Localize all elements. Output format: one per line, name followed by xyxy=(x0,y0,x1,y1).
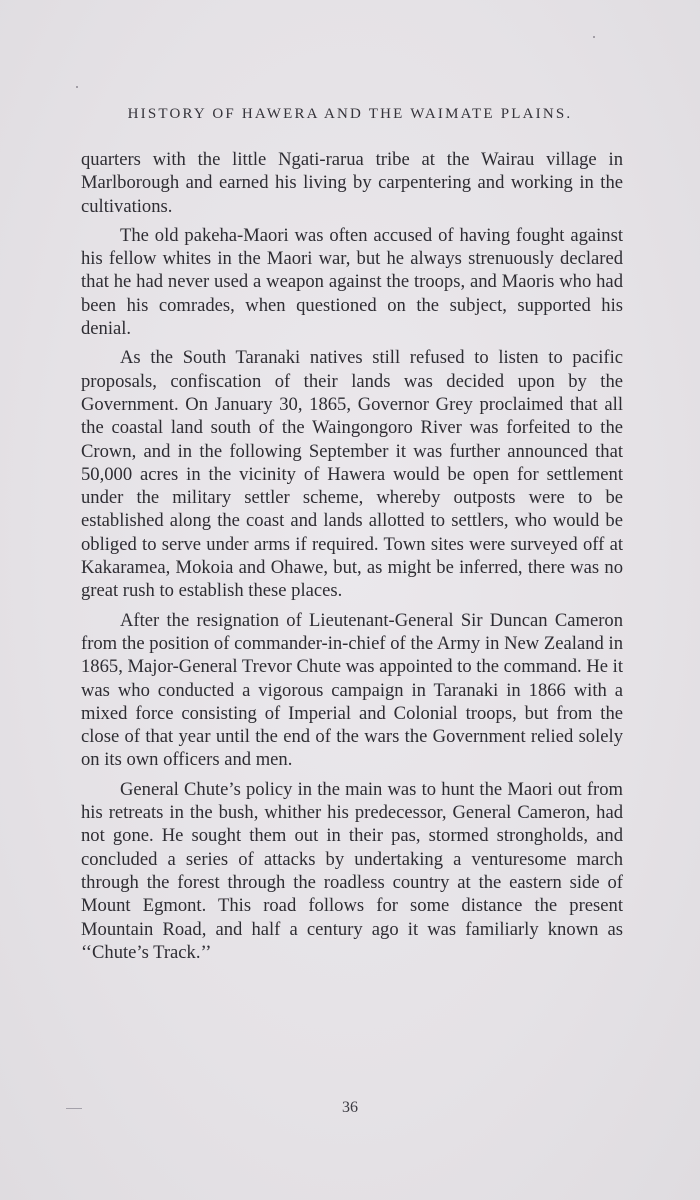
paper-speck xyxy=(593,36,595,38)
paragraph-5: General Chute’s policy in the main was to hunt the Maori out from his retreats in the bush, whither his predecessor, General Cameron, had not gone. He sought them out in their pas, stormed strongholds, and concluded a series of attacks by undertaking a venturesome march through the forest through the roadless country at the eastern side of Mount Egmont. This road follows for some distance the present Mountain Road, and half a century ago it was familiarly known as ‘‘Chute’s Track.’’ xyxy=(81,778,623,963)
paragraph-2: The old pakeha-Maori was often accused of having fought against his fellow whites in the Maori war, but he always strenuously declared that he had never used a weapon against the troops, and Maoris who had been his comrades, when questioned on the subject, supported his denial. xyxy=(81,224,623,340)
page-number: 36 xyxy=(342,1099,358,1116)
body-text xyxy=(81,148,623,970)
paper-speck xyxy=(76,86,78,88)
paragraph-1: quarters with the little Ngati-rarua tribe at the Wairau village in Marlborough and earned his living by carpentering and working in the cultivations. xyxy=(81,149,623,217)
running-head: HISTORY OF HAWERA AND THE WAIMATE PLAINS. xyxy=(127,106,573,122)
paragraph-4: After the resignation of Lieutenant-General Sir Duncan Cameron from the position of commander-in-chief of the Army in New Zealand in 1865, Major-General Trevor Chute was appointed to the command. He it was who conducted a vigorous campaign in Taranaki in 1866 with a mixed force consisting of Imperial and Colonial troops, but from the close of that year until the end of the wars the Government relied solely on its own officers and men. xyxy=(81,609,623,771)
paragraph-3: As the South Taranaki natives still refused to listen to pacific proposals, confiscation of their lands was decided upon by the Government. On January 30, 1865, Governor Grey proclaimed that all the coastal land south of the Waingongoro River was forfeited to the Crown, and in the following September it was further announced that 50,000 acres in the vicinity of Hawera would be open for settlement under the military settler scheme, whereby outposts were to be established along the coast and lands allotted to settlers, who would be obliged to serve under arms if required. Town sites were surveyed off at Kakaramea, Mokoia and Ohawe, but, as might be inferred, there was no great rush to establish these places. xyxy=(81,347,623,602)
